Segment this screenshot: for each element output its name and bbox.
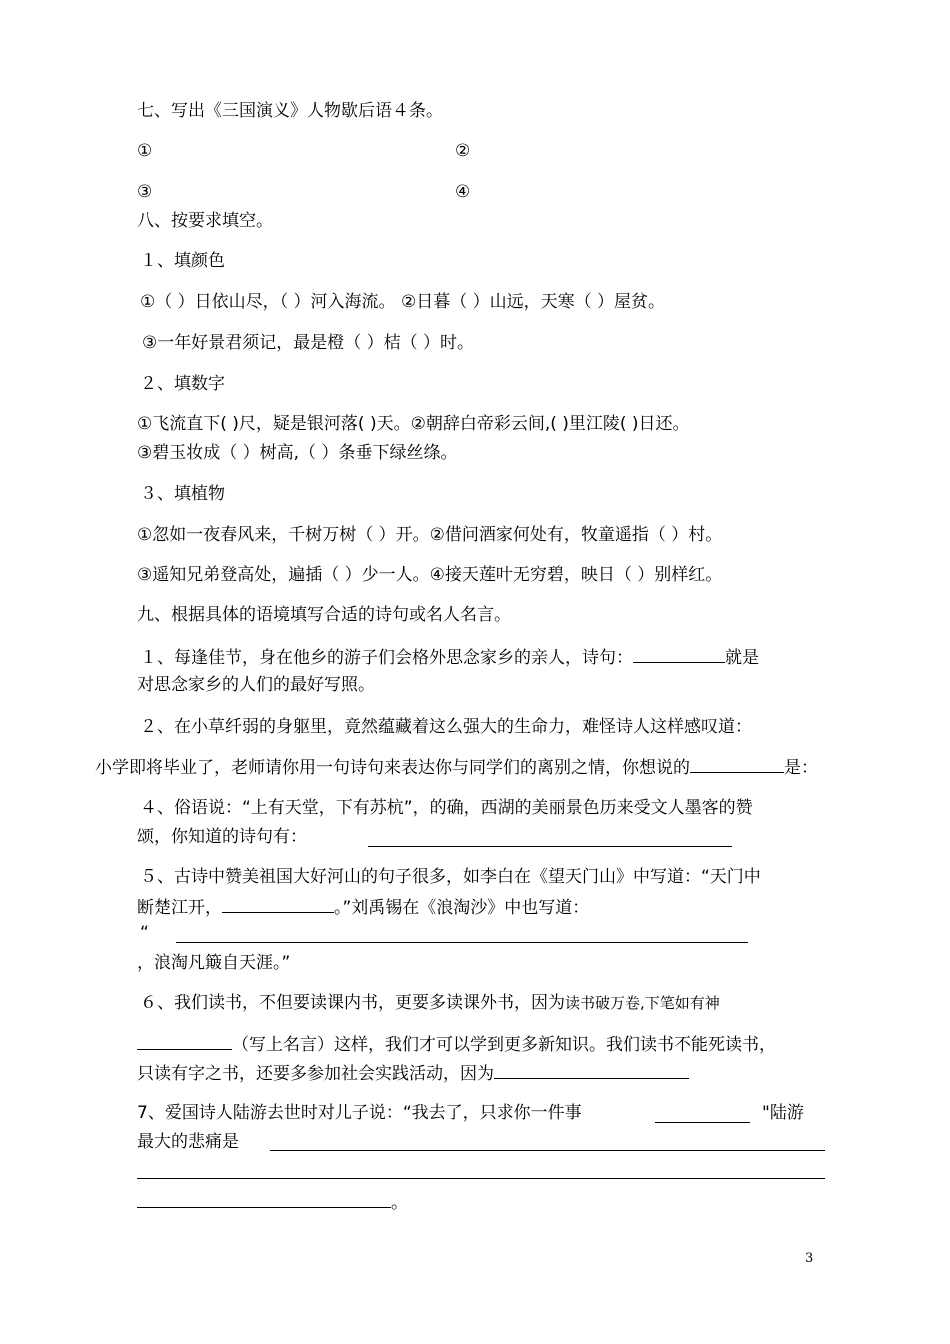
s9-q5-text: 断楚江开， — [137, 898, 222, 918]
s9-q6-hint: 读书破万卷,下笔如有神 — [565, 994, 720, 1012]
blank-q7-a[interactable] — [655, 1122, 750, 1123]
blank-q7-b[interactable] — [270, 1150, 825, 1151]
s9-q7-line2: 最大的悲痛是 — [137, 1132, 239, 1152]
s9-q2: ２、在小草纤弱的身躯里，竟然蕴藏着这么强大的生命力，难怪诗人这样感叹道： — [140, 717, 752, 737]
blank-q5-b[interactable] — [176, 942, 748, 943]
s9-q1-line2: 对思念家乡的人们的最好写照。 — [137, 675, 375, 695]
s8-q1-line2: ③一年好景君须记，最是橙（ ）桔（ ）时。 — [142, 333, 475, 353]
answer-marker-4: ④ — [455, 182, 471, 202]
s9-q7-end: 。 — [391, 1193, 408, 1213]
s9-q7-text-b: "陆游 — [762, 1103, 804, 1123]
s9-q6-text: ６、我们读书，不但要读课内书，更要多读课外书，因为 — [140, 993, 565, 1013]
s9-q3-text-b: 是： — [784, 758, 818, 778]
s8-q1-line1: ①（ ）日依山尽，（ ）河入海流。 ②日暮（ ）山远，天寒（ ）屋贫。 — [140, 292, 665, 312]
blank-q5-a[interactable] — [222, 896, 334, 913]
answer-marker-3: ③ — [137, 182, 153, 202]
section-7-title: 七、写出《三国演义》人物歇后语４条。 — [137, 101, 443, 121]
blank-q7-d[interactable] — [137, 1207, 391, 1208]
answer-marker-1: ① — [137, 141, 153, 161]
s8-q1-title: １、填颜色 — [140, 251, 225, 271]
s9-q5-text-c: 。”刘禹锡在《浪淘沙》中也写道： — [334, 898, 590, 918]
s9-q5-line4: ，浪淘凡簸自天涯。” — [137, 953, 291, 973]
s8-q3-line1: ①忽如一夜春风来，千树万树（ ）开。②借问酒家何处有，牧童遥指（ ）村。 — [137, 525, 723, 545]
s9-q7-line1 — [137, 1102, 582, 1124]
answer-marker-2: ② — [455, 141, 471, 161]
s9-q3-line — [95, 756, 818, 779]
blank-q7-c[interactable] — [137, 1178, 825, 1179]
s9-q4-line2: 颂，你知道的诗句有： — [137, 827, 307, 847]
page-number: 3 — [805, 1251, 814, 1266]
s9-q6-line1 — [140, 992, 720, 1014]
s9-q6-line2 — [137, 1033, 776, 1056]
section-9-title: 九、根据具体的语境填写合适的诗句或名人名言。 — [137, 605, 511, 625]
blank-q1[interactable] — [633, 646, 725, 663]
s8-q3-line2: ③遥知兄弟登高处，遍插（ ）少一人。④接天莲叶无穷碧，映日（ ）别样红。 — [137, 565, 723, 585]
blank-q6-b[interactable] — [494, 1062, 689, 1079]
s9-q5-line1: ５、古诗中赞美祖国大好河山的句子很多，如李白在《望天门山》中写道：“天门中 — [140, 867, 761, 887]
s9-q4-line1: ４、俗语说：“上有天堂，下有苏杭”，的确，西湖的美丽景色历来受文人墨客的赞 — [140, 798, 753, 818]
s9-q6-text-c: 只读有字之书，还要多参加社会实践活动，因为 — [137, 1064, 494, 1084]
s9-q1-text-b: 就是 — [725, 648, 759, 668]
s8-q2-line2: ③碧玉妆成（ ）树高,（ ）条垂下绿丝绦。 — [137, 443, 458, 463]
s9-q3-text: 小学即将毕业了，老师请你用一句诗句来表达你与同学们的离别之情，你想说的 — [95, 758, 690, 778]
s9-q1-line1 — [140, 646, 759, 669]
blank-q6-a[interactable] — [137, 1033, 232, 1050]
s9-q1-text: １、每逢佳节，身在他乡的游子们会格外思念家乡的亲人，诗句： — [140, 648, 633, 668]
s9-q7-text: 7、爱国诗人陆游去世时对儿子说：“我去了，只求你一件事 — [137, 1103, 582, 1123]
s9-q5-line2 — [137, 896, 589, 919]
s8-q2-title: ２、填数字 — [140, 374, 225, 394]
s8-q2-line1: ①飞流直下( )尺，疑是银河落( )天。②朝辞白帝彩云间,( )里江陵( )日还。 — [137, 414, 690, 434]
s9-q6-line3 — [137, 1062, 689, 1085]
blank-q3[interactable] — [690, 756, 784, 773]
section-8-title: 八、按要求填空。 — [137, 211, 273, 231]
blank-q4[interactable] — [368, 846, 732, 847]
s8-q3-title: ３、填植物 — [140, 484, 225, 504]
s9-q6-text-b: （写上名言）这样，我们才可以学到更多新知识。我们读书不能死读书， — [232, 1035, 776, 1055]
s9-q5-open-quote: “ — [140, 923, 149, 943]
